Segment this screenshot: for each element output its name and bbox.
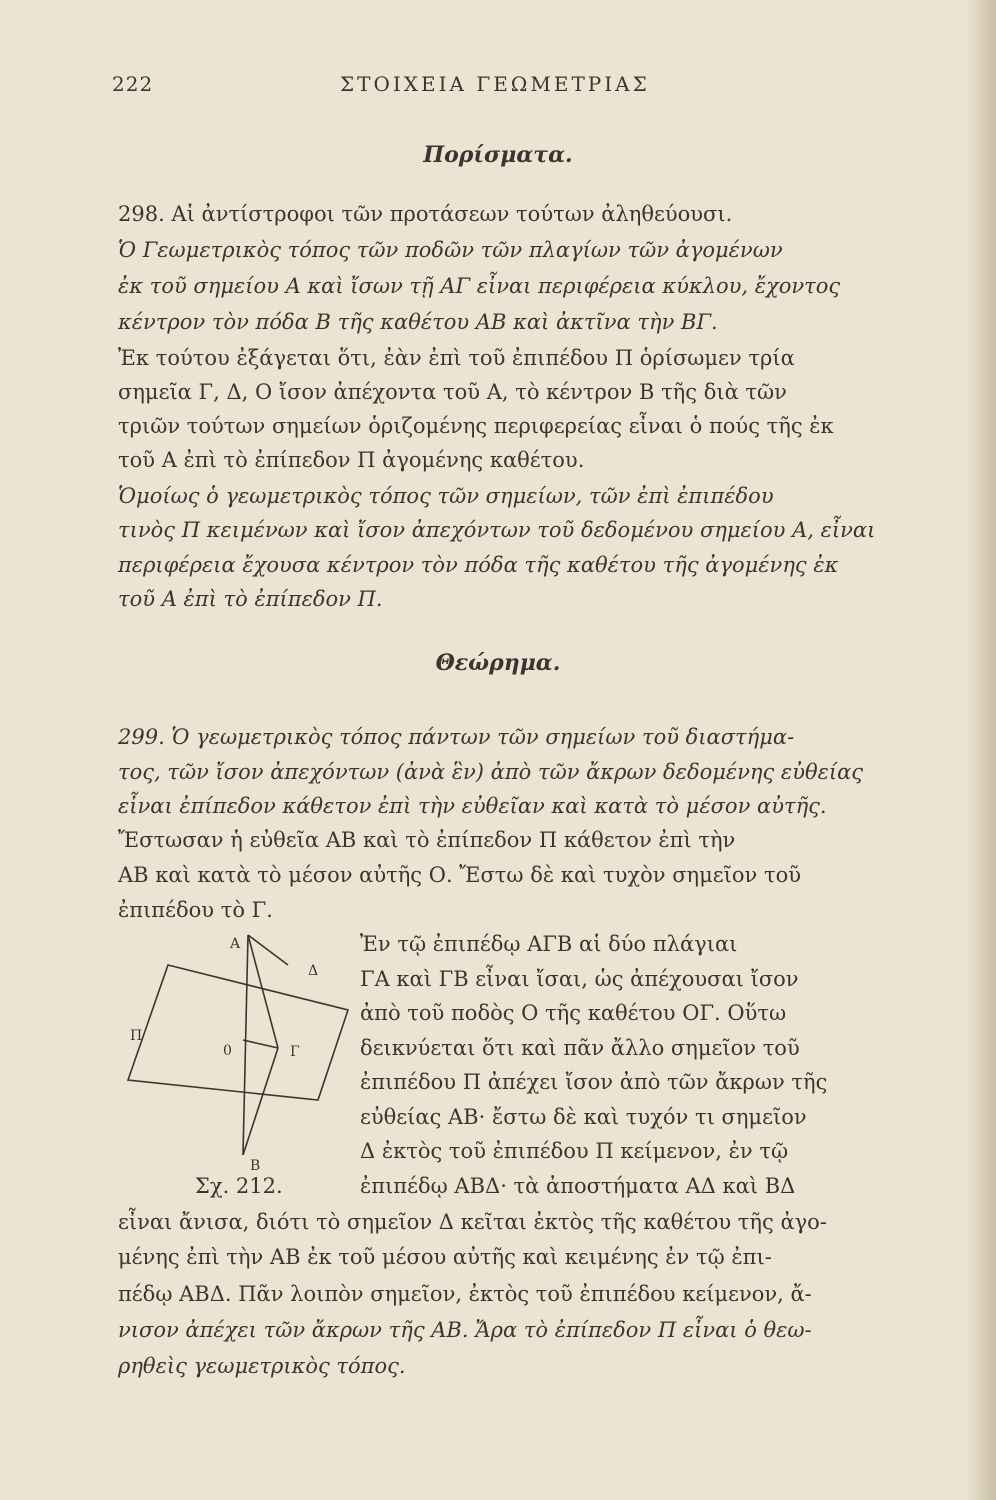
paragraph-line: ἐκ τοῦ σημείου Α καὶ ἴσων τῇ ΑΓ εἶναι περιφέρεια κύκλου, ἔχοντος <box>118 274 841 298</box>
figure-drawing <box>118 930 368 1180</box>
geometry-figure-212 <box>118 930 368 1180</box>
plane-pi <box>128 965 348 1100</box>
section-title-porismata: Πορίσματα. <box>423 142 573 168</box>
proof-line: ἐπιπέδου Π ἀπέχει ἴσον ἀπὸ τῶν ἄκρων τῆς <box>360 1070 828 1094</box>
proof-line: εἶναι ἄνισα, διότι τὸ σημεῖον Δ κεῖται ἐκτὸς τῆς καθέτου τῆς ἀγο- <box>118 1210 827 1234</box>
page-edge-shadow <box>966 0 996 1500</box>
label-a: A <box>230 936 241 952</box>
proof-line: ἐπιπέδου τὸ Γ. <box>118 898 273 922</box>
label-g: Γ <box>290 1044 300 1060</box>
paragraph-line: τοῦ Α ἐπὶ τὸ ἐπίπεδον Π ἀγομένης καθέτου. <box>118 448 585 472</box>
paragraph-line: Ὁ Γεωμετρικὸς τόπος τῶν ποδῶν τῶν πλαγίων τῶν ἀγομένων <box>118 238 783 262</box>
proof-line: πέδῳ ΑΒΔ. Πᾶν λοιπὸν σημεῖον, ἐκτὸς τοῦ ἐπιπέδου κείμενον, ἄ- <box>118 1282 812 1306</box>
paragraph-line: σημεῖα Γ, Δ, Ο ἴσον ἀπέχοντα τοῦ Α, τὸ κέντρον Β τῆς διὰ τῶν <box>118 380 787 404</box>
label-pi: Π <box>130 1028 143 1044</box>
proof-line: ΑΒ καὶ κατὰ τὸ μέσον αὐτῆς Ο. Ἔστω δὲ καὶ τυχὸν σημεῖον τοῦ <box>118 863 802 887</box>
paragraph-line: περιφέρεια ἔχουσα κέντρον τὸν πόδα τῆς καθέτου τῆς ἀγομένης ἐκ <box>118 553 839 577</box>
segment-bg <box>243 1048 278 1155</box>
paragraph-line: τοῦ Α ἐπὶ τὸ ἐπίπεδον Π. <box>118 587 383 611</box>
section-title-theorema: Θεώρημα. <box>435 650 561 676</box>
paragraph-line: τριῶν τούτων σημείων ὁριζομένης περιφερείας εἶναι ὁ πούς τῆς ἐκ <box>118 414 834 438</box>
label-b: B <box>250 1158 261 1174</box>
paragraph-line: κέντρον τὸν πόδα Β τῆς καθέτου ΑΒ καὶ ἀκτῖνα τὴν ΒΓ. <box>118 310 718 334</box>
proof-line: μένης ἐπὶ τὴν ΑΒ ἐκ τοῦ μέσου αὐτῆς καὶ κειμένης ἐν τῷ ἐπι- <box>118 1245 772 1269</box>
proof-line: δεικνύεται ὅτι καὶ πᾶν ἄλλο σημεῖον τοῦ <box>360 1036 800 1060</box>
figure-caption: Σχ. 212. <box>195 1174 283 1198</box>
segment-ab <box>243 935 248 1155</box>
paragraph-line: 298. Αἱ ἀντίστροφοι τῶν προτάσεων τούτων ἀληθεύουσι. <box>118 202 733 226</box>
proof-line: εὐθείας ΑΒ· ἔστω δὲ καὶ τυχόν τι σημεῖον <box>360 1105 807 1129</box>
paragraph-line: Ὁμοίως ὁ γεωμετρικὸς τόπος τῶν σημείων, τῶν ἐπὶ ἐπιπέδου <box>118 484 774 508</box>
proof-line: ΓΑ καὶ ΓΒ εἶναι ἴσαι, ὡς ἀπέχουσαι ἴσον <box>360 967 799 991</box>
proof-line: ρηθεὶς γεωμετρικὸς τόπος. <box>118 1354 406 1378</box>
theorem-line: 299. Ὁ γεωμετρικὸς τόπος πάντων τῶν σημείων τοῦ διαστήμα- <box>118 725 795 749</box>
label-o: 0 <box>223 1043 232 1059</box>
proof-line: νισον ἀπέχει τῶν ἄκρων τῆς ΑΒ. Ἄρα τὸ ἐπίπεδον Π εἶναι ὁ θεω- <box>118 1318 812 1342</box>
proof-line: Ἐν τῷ ἐπιπέδῳ ΑΓΒ αἱ δύο πλάγιαι <box>360 932 738 956</box>
theorem-line: τος, τῶν ἴσον ἀπεχόντων (ἀνὰ ἓν) ἀπὸ τῶν ἄκρων δεδομένης εὐθείας <box>118 760 864 784</box>
paragraph-line: Ἐκ τούτου ἐξάγεται ὅτι, ἐὰν ἐπὶ τοῦ ἐπιπέδου Π ὁρίσωμεν τρία <box>118 346 795 370</box>
proof-line: ἀπὸ τοῦ ποδὸς Ο τῆς καθέτου ΟΓ. Οὕτω <box>360 1001 787 1025</box>
proof-line: Δ ἐκτὸς τοῦ ἐπιπέδου Π κείμενον, ἐν τῷ <box>360 1139 789 1163</box>
paragraph-line: τινὸς Π κειμένων καὶ ἴσον ἀπεχόντων τοῦ δεδομένου σημείου Α, εἶναι <box>118 518 876 542</box>
segment-og <box>243 1040 278 1048</box>
running-title: ΣΤΟΙΧΕΙΑ ΓΕΩΜΕΤΡΙΑΣ <box>340 72 650 96</box>
label-d: Δ <box>308 963 319 979</box>
proof-line: ἐπιπέδῳ ΑΒΔ· τὰ ἀποστήματα ΑΔ καὶ ΒΔ <box>360 1174 796 1198</box>
theorem-line: εἶναι ἐπίπεδον κάθετον ἐπὶ τὴν εὐθεῖαν καὶ κατὰ τὸ μέσον αὐτῆς. <box>118 794 827 818</box>
proof-line: Ἔστωσαν ἡ εὐθεῖα ΑΒ καὶ τὸ ἐπίπεδον Π κάθετον ἐπὶ τὴν <box>118 828 736 852</box>
page-number: 222 <box>112 72 154 96</box>
